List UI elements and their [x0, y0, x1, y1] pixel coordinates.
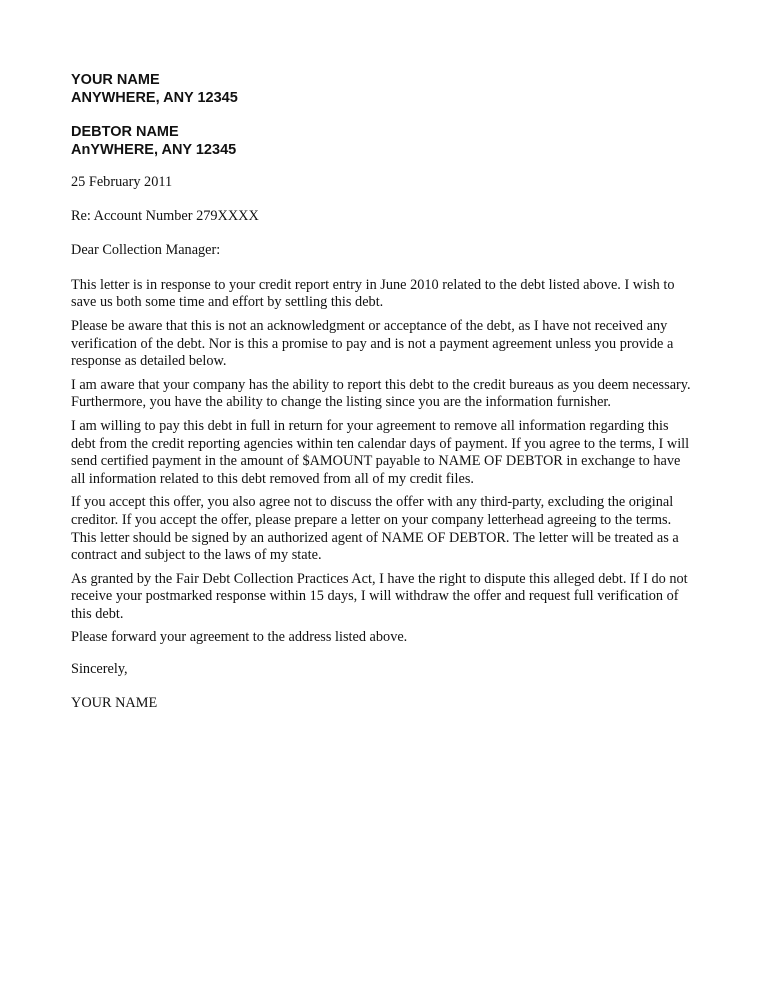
body-paragraph: Please forward your agreement to the address listed above. — [71, 629, 408, 646]
salutation: Dear Collection Manager: — [71, 242, 221, 259]
recipient-address: AnYWHERE, ANY 12345 — [71, 142, 237, 158]
body-paragraph: If you accept this offer, you also agree not to discuss the offer with any third-party, excluding the original creditor. If you accept the offer, please prepare a letter on your company letterhead agreeing to the terms. This letter should be signed by an authorized agent of NAME OF DEBTOR. The letter will be treated as a contract and subject to the laws of my state. — [71, 494, 679, 564]
account-reference: Re: Account Number 279XXXX — [71, 207, 259, 224]
letter-body — [71, 277, 696, 647]
sender-address: ANYWHERE, ANY 12345 — [71, 90, 238, 106]
body-paragraph: Please be aware that this is not an acknowledgment or acceptance of the debt, as I have not received any verification of the debt. Nor is this a promise to pay and is not a payment agreement unless you provide a response as detailed below. — [71, 317, 674, 370]
closing: Sincerely, — [71, 661, 128, 678]
body-paragraph: This letter is in response to your credit report entry in June 2010 related to the debt listed above. I wish to save us both some time and effort by settling this debt. — [71, 276, 675, 311]
recipient-address-block — [71, 123, 696, 159]
letter-date: 25 February 2011 — [71, 174, 173, 190]
body-paragraph: I am willing to pay this debt in full in return for your agreement to remove all information regarding this debt from the credit reporting agencies within ten calendar days of payment. If you agree to the terms, I will send certified payment in the amount of $AMOUNT payable to NAME OF DEBTOR in exchange to have all information related to this debt removed from all of my credit files. — [71, 417, 690, 487]
letter-page — [71, 71, 696, 712]
body-paragraph: I am aware that your company has the ability to report this debt to the credit bureaus as you deem necessary. Furthermore, you have the ability to change the listing since you are the information furnisher. — [71, 376, 691, 411]
body-paragraph: As granted by the Fair Debt Collection Practices Act, I have the right to dispute this alleged debt. If I do not receive your postmarked response within 15 days, I will withdraw the offer and request full verification of this debt. — [71, 570, 688, 622]
signature-name: YOUR NAME — [71, 694, 158, 711]
sender-name: YOUR NAME — [71, 72, 160, 88]
sender-address-block — [71, 71, 696, 107]
recipient-name: DEBTOR NAME — [71, 124, 179, 140]
